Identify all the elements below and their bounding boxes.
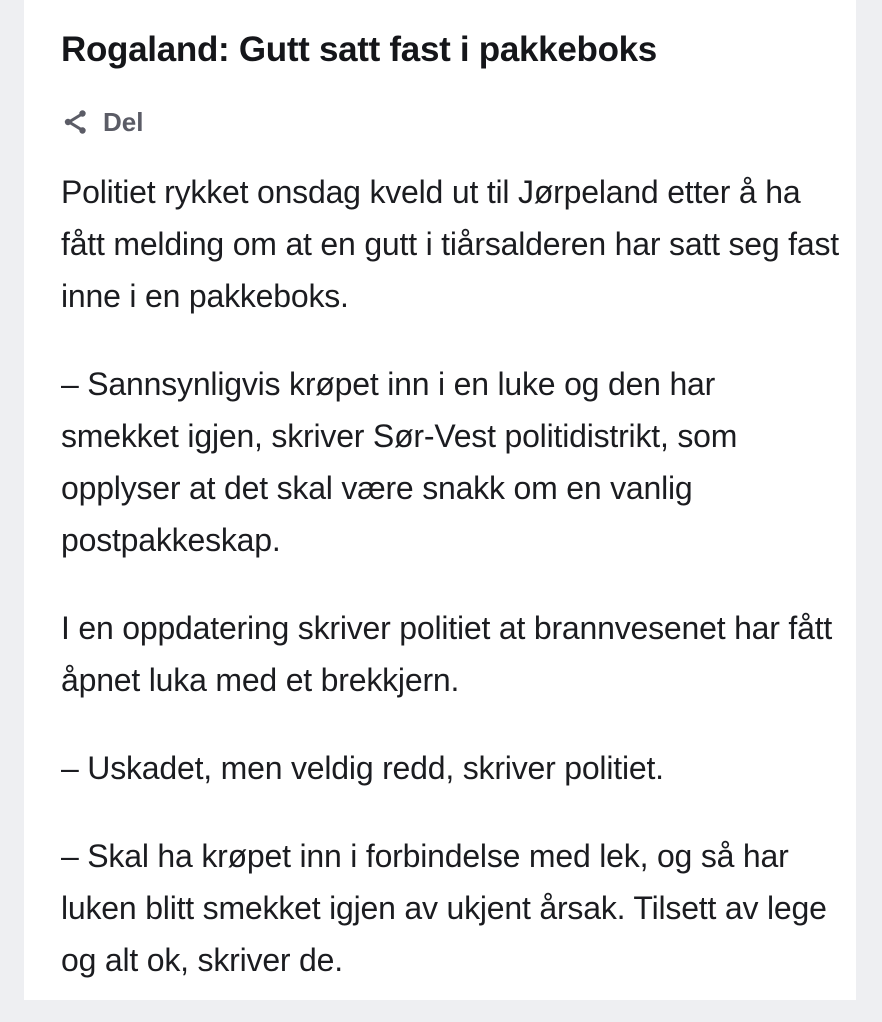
article-title: Rogaland: Gutt satt fast i pakkeboks [61, 30, 657, 69]
article-paragraph: Politiet rykket onsdag kveld ut til Jørpeland etter å ha fått melding om at en gutt i tiårsalderen har satt seg fast inne i en pakkeboks. [61, 174, 839, 314]
article-paragraph: I en oppdatering skriver politiet at brannvesenet har fått åpnet luka med et brekkjern. [61, 610, 833, 698]
share-icon [61, 108, 89, 136]
article-paragraph: – Sannsynligvis krøpet inn i en luke og den har smekket igjen, skriver Sør-Vest politidistrikt, som opplyser at det skal være snakk om en vanlig postpakkeskap. [61, 366, 738, 558]
share-button[interactable] [61, 104, 143, 140]
article-body [61, 166, 841, 986]
article-card [24, 0, 856, 1000]
article-paragraph: – Skal ha krøpet inn i forbindelse med lek, og så har luken blitt smekket igjen av ukjent årsak. Tilsett av lege og alt ok, skriver de. [61, 838, 827, 978]
article-content [61, 26, 841, 1022]
share-label: Del [103, 106, 144, 137]
article-paragraph: – Uskadet, men veldig redd, skriver politiet. [61, 750, 664, 786]
